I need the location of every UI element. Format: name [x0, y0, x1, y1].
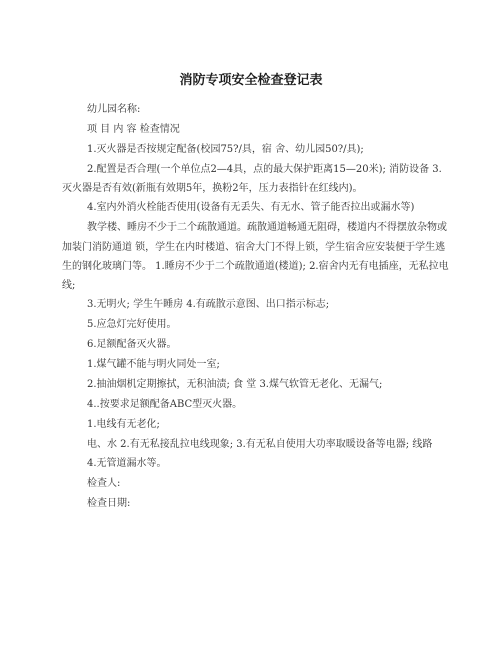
paragraph-extinguisher-sufficient: 6.足额配备灭火器。 — [87, 339, 177, 351]
paragraph-extinguisher-placement: 2.配置是否合理(一个单位点2—4具，点的最大保护距离15—20米); 消防设备 3.灭火器是否有效(新瓶有效期5年，换粉2年，压力表指针在红线内)。 — [62, 164, 442, 195]
document-title: 消防专项安全检查登记表 — [179, 73, 323, 88]
paragraph-wire-aging: 1.电线有无老化; — [87, 419, 160, 431]
paragraph-no-open-flame: 3.无明火; 学生午睡房 4.有疏散示意图、出口指示标志; — [87, 299, 330, 311]
paragraph-hydrant-check: 4.室内外消火栓能否使用(设备有无丢失、有无水、管子能否拉出或漏水等) — [87, 202, 415, 214]
paragraph-range-hood: 2.抽油烟机定期擦拭，无积油渍; 食 堂 3.煤气软管无老化、无漏气; — [87, 379, 383, 391]
paragraph-inspector: 检查人: — [87, 478, 121, 490]
paragraph-abc-extinguisher: 4..按要求足额配备ABC型灭火器。 — [87, 399, 243, 411]
document-body — [62, 100, 450, 514]
paragraph-table-header: 项 目 内 容 检查情况 — [87, 124, 180, 135]
paragraph-evacuation-routes: 教学楼、睡房不少于二个疏散通道。疏散通道畅通无阻碍，楼道内不得摆放杂物或加装门消防通道 锁，学生在内时楼道、宿舍大门不得上锁，学生宿舍应安装便于学生逃生的钢化玻璃门等。 1.睡房不少于二个疏散通道(楼道); 2.宿舍内无有电插座，无私拉电线; — [62, 222, 449, 292]
paragraph-kindergarten-name: 幼儿园名称: — [87, 104, 141, 115]
paragraph-emergency-light: 5.应急灯完好使用。 — [87, 319, 177, 331]
paragraph-extinguisher-quota: 1.灭火器是否按规定配备(校园75?/具，宿 舍、幼儿园50?/具); — [87, 144, 364, 155]
paragraph-gas-tank: 1.煤气罐不能与明火同处一室; — [87, 359, 220, 371]
paragraph-pipe-leak: 4.无管道漏水等。 — [87, 458, 167, 470]
paragraph-wiring-check: 电、水 2.有无私接乱拉电线现象; 3.有无私自使用大功率取暖设备等电器; 线路 — [87, 439, 433, 451]
paragraph-inspection-date: 检查日期: — [87, 498, 131, 510]
